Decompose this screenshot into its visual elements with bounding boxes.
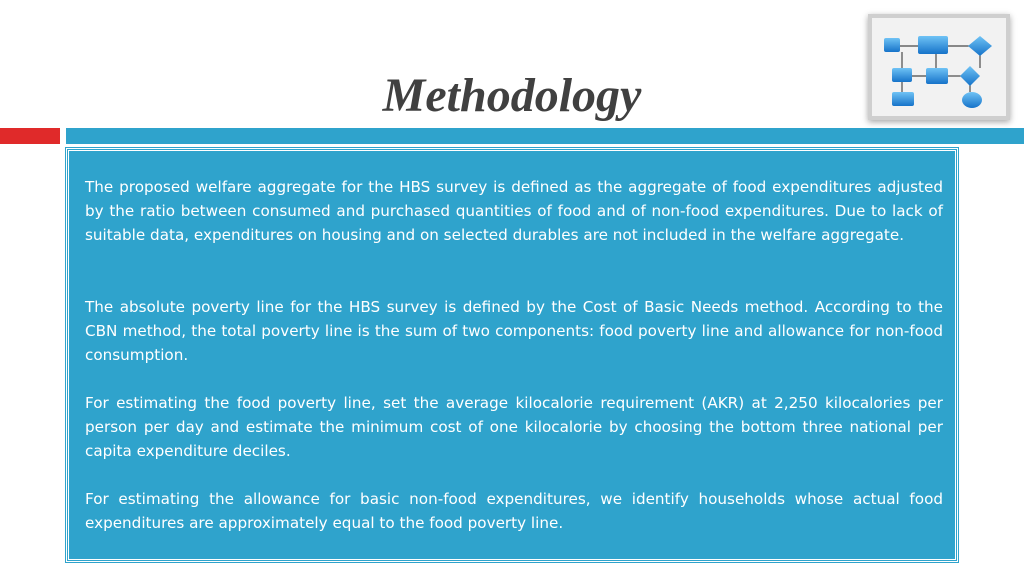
flowchart-icon — [872, 18, 1006, 116]
flowchart-logo — [868, 14, 1010, 120]
paragraph-food-poverty-line: For estimating the food poverty line, set the average kilocalorie requirement (AKR) at 2,250 kilocalories per person per day and estimate the minimum cost of one kilocalorie by choosing the bottom three national per capita expenditure deciles. — [85, 394, 943, 460]
accent-bar-blue — [66, 128, 1024, 144]
paragraph-poverty-line: The absolute poverty line for the HBS survey is defined by the Cost of Basic Needs method. According to the CBN method, the total poverty line is the sum of two components: food poverty line and allowance for non-food consumption. — [85, 298, 943, 364]
paragraph-non-food-allowance: For estimating the allowance for basic non-food expenditures, we identify households whose actual food expenditures are approximately equal to the food poverty line. — [85, 490, 943, 532]
accent-bar-red — [0, 128, 60, 144]
slide-title: Methodology — [382, 69, 642, 122]
paragraph-welfare-aggregate: The proposed welfare aggregate for the HBS survey is defined as the aggregate of food expenditures adjusted by the ratio between consumed and purchased quantities of food and of non-food expenditures. Due to lack of suitable data, expenditures on housing and on selected durables are not included in the welfare aggregate. — [85, 178, 943, 244]
content-box — [66, 148, 958, 562]
